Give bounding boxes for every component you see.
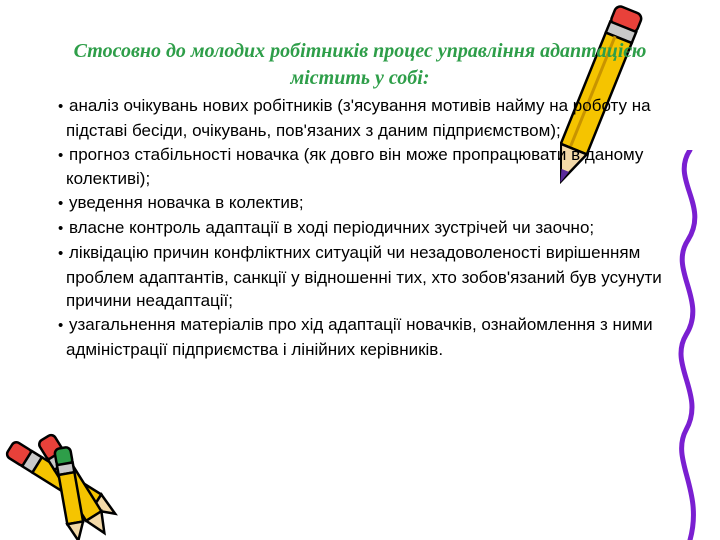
list-item: • узагальнення матеріалів про хід адаптації новачків, ознайомлення з ними адміністрації підприємства і лінійних керівників. <box>58 315 653 359</box>
list-item: • уведення новачка в колектив; <box>62 191 682 216</box>
list-item: • прогноз стабільності новачка (як довго він може пропрацювати в даному колективі); <box>58 144 644 189</box>
list-item: • аналіз очікувань нових робітників (з'ясування мотивів найму на роботу на підставі бесіди, очікувань, пов'язаних з даним підприємством); <box>58 96 651 140</box>
slide-title: Стосовно до молодих робітників процес управління адаптацією містить у собі: <box>73 40 647 89</box>
bullet-icon: • <box>58 146 64 164</box>
bullet-list <box>58 94 682 362</box>
bullet-icon: • <box>58 219 64 237</box>
bullet-icon: • <box>58 98 64 115</box>
list-item: • власне контроль адаптації в ході періодичних зустрічей чи заочно; <box>62 216 682 241</box>
bullet-icon: • <box>58 195 64 213</box>
pencils-icon <box>0 430 130 540</box>
list-item: • ліквідацію причин конфліктних ситуацій чи незадоволеності вирішенням проблем адаптантів, санкції у відношенні тих, хто зобов'язаний був усунути причини неадаптації; <box>58 242 662 311</box>
bullet-icon: • <box>58 244 64 262</box>
bullet-icon: • <box>58 317 64 335</box>
